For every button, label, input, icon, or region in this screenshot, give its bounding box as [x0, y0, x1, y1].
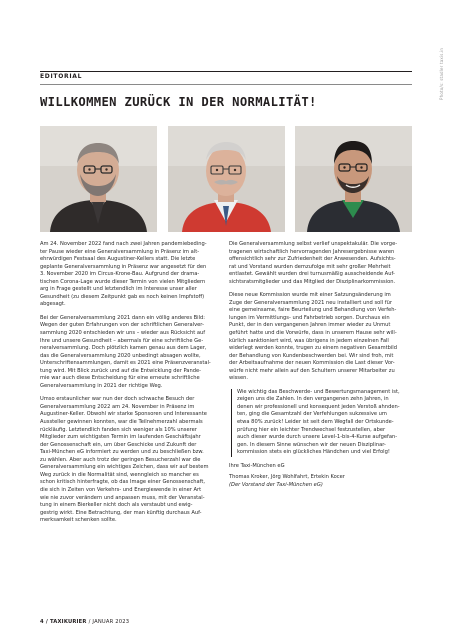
page-footer: [40, 619, 129, 625]
kicker-rule: [40, 84, 412, 85]
article-paragraph: Diese neue Kommission wurde mit einer Satzungsänderung im Zuge der Generalversammlung 2021 neu installiert und soll für eine gemeinsame, faire Beurteilung und Behandlung von Verfeh- lungen im Vermittlungs- und Fahrbetrieb sorgen. Durchaus ein Punkt, der in den vergangenen Jahren immer wieder zu Unmut geführt hatte und die Vorwürfe, dass in unserem Hause sehr will- kürlich sanktioniert wird, was übrigens in jedem einzelnen Fall widerlegt werden konnte, trugen zu einem negativen Gesamtbild der Behandlung von Kundenbeschwerden bei. Wir sind froh, mit der Arbeitsaufnahme der neuen Kommission die Last dieser Vor- würfe nicht mehr allein auf den Schultern unserer Mitarbeiter zu wissen.: [229, 292, 397, 382]
page-number: 4 /: [40, 619, 48, 625]
article-paragraph: Bei der Generalversammlung 2021 dann ein völlig anderes Bild: Wegen der guten Erfahrungen von der schriftlichen Generalver- sammlung 2020 entschieden wir uns – wieder aus Rücksicht auf Ihre und unsere Gesundheit – abermals für eine schriftliche Ge- neralversammlung. Doch plötzlich kamen genau aus dem Lager, das die Generalversammlung 2020 unbedingt absagen wollte, Unterschriftensammlungen, damit es 2021 eine Präsenzveranstal- tung wird. Mit Blick zurück und auf die Entwicklung der Pande- mie war auch diese Entscheidung für eine erneute schriftliche Generalversammlung in 2021 der richtige Weg.: [40, 314, 211, 389]
pull-quote: Wie wichtig das Beschwerde- und Bewertungsmanagement ist, zeigen uns die Zahlen. In den vergangenen zehn Jahren, in denen wir professionell und konsequent jeden Verstoß ahnden- ten, ging die Gesamtzahl der Verfehlungen sukzessive um etwa 80% zurück! Leider ist seit dem Wegfall der Ortskunde- prüfung hier ein leichter Trendwechsel festzustellen, aber auch dieser wurde durch unsere Level-1-bis-4-Kurse aufgefan- gen. In diesem Sinne wünschen wir der neuen Disziplinar- kommission stets ein glückliches Händchen und viel Erfolg!: [231, 389, 414, 457]
portrait-row: [40, 126, 412, 232]
article-column-right: [229, 241, 414, 489]
section-kicker: EDITORIAL: [40, 73, 83, 80]
signature-role: (Der Vorstand der Taxi-München eG): [229, 481, 323, 488]
signature-org: Ihre Taxi-München eG: [229, 462, 285, 469]
signature-names: Thomas Kroker, Jörg Wohlfahrt, Ertekin Kocer: [229, 474, 345, 481]
article-column-left: [40, 241, 225, 531]
top-rule: [40, 71, 412, 72]
page-title: WILLKOMMEN ZURÜCK IN DER NORMALITÄT!: [40, 95, 317, 109]
article-paragraph: Umso erstaunlicher war nun der doch schwache Besuch der Generalversammlung 2022 am 24. November in Präsenz im Augustiner-Keller. Obwohl wir starke Sponsoren und Interessante Aussteller gewinnen konnten, war die Teilnehmerzahl abermals rückläufig. Letztendlich fanden sich weniger als 10% unserer Mitglieder zum wichtigsten Termin im laufenden Geschäftsjahr der Genossenschaft ein, um über Geschicke und Zukunft der Taxi-München eG informiert zu werden und zu beschließen bzw. zu wählen. Aber auch trotz der geringen Besucherzahl war die Generalversammlung ein wichtiges Zeichen, dass wir auf bestem Weg zurück in die Normalität sind, wenngleich so mancher es schon kritisch hinterfragte, ob das Image einer Genossenschaft, die sich in Zeiten von Verkehrs- und Energiewende in einer Art wie nie zuvor verändern und anpassen muss, mit der Veranstal- tung in einem Bierkeller nicht doch als verstaubt und ewig- gestrig wirkt. Eine Betrachtung, der man künftig durchaus Auf- merksamkeit schenken sollte.: [40, 396, 209, 524]
portrait-photo-1: [40, 126, 157, 232]
issue-date: / JANUAR 2023: [88, 619, 130, 625]
article-paragraph: Am 24. November 2022 fand nach zwei Jahren pandemiebeding- ter Pause wieder eine Generalversammlung in Präsenz im alt- ehrwürdigen Festsaal des Augustiner-Kellers statt. Die letzte geplante Generalversammlung in Präsenz war angesetzt für den 3. November 2020 im Circus-Krone-Bau. Aufgrund der drama- tischen Corona-Lage wurde dieser Termin von vielen Mitgliedern arg in Frage gestellt und letztendlich im Interesse unser aller Gesundheit (zu diesem Zeitpunkt gab es noch keinen Impfstoff) abgesagt.: [40, 241, 207, 308]
magazine-name: TAXIKURIER: [49, 619, 87, 625]
article-paragraph: Die Generalversammlung selbst verlief unspektakulär. Die vorge- tragenen wirtschaftlich hervorragenden Jahresergebnisse waren offensichtlich sehr zur Zufriedenheit der Anwesenden. Aufsichts- rat und Vorstand wurden demzufolge mit sehr großer Mehrheit entlastet. Gewählt wurden drei turnusmäßig ausscheidende Auf- sichtsratsmitglieder und das Mitglied der Disziplinarkommission.: [229, 241, 398, 285]
portrait-photo-3: [295, 126, 412, 232]
photo-credit: Photo/s: stadler taxis.in: [439, 47, 444, 100]
portrait-photo-2: [168, 126, 285, 232]
